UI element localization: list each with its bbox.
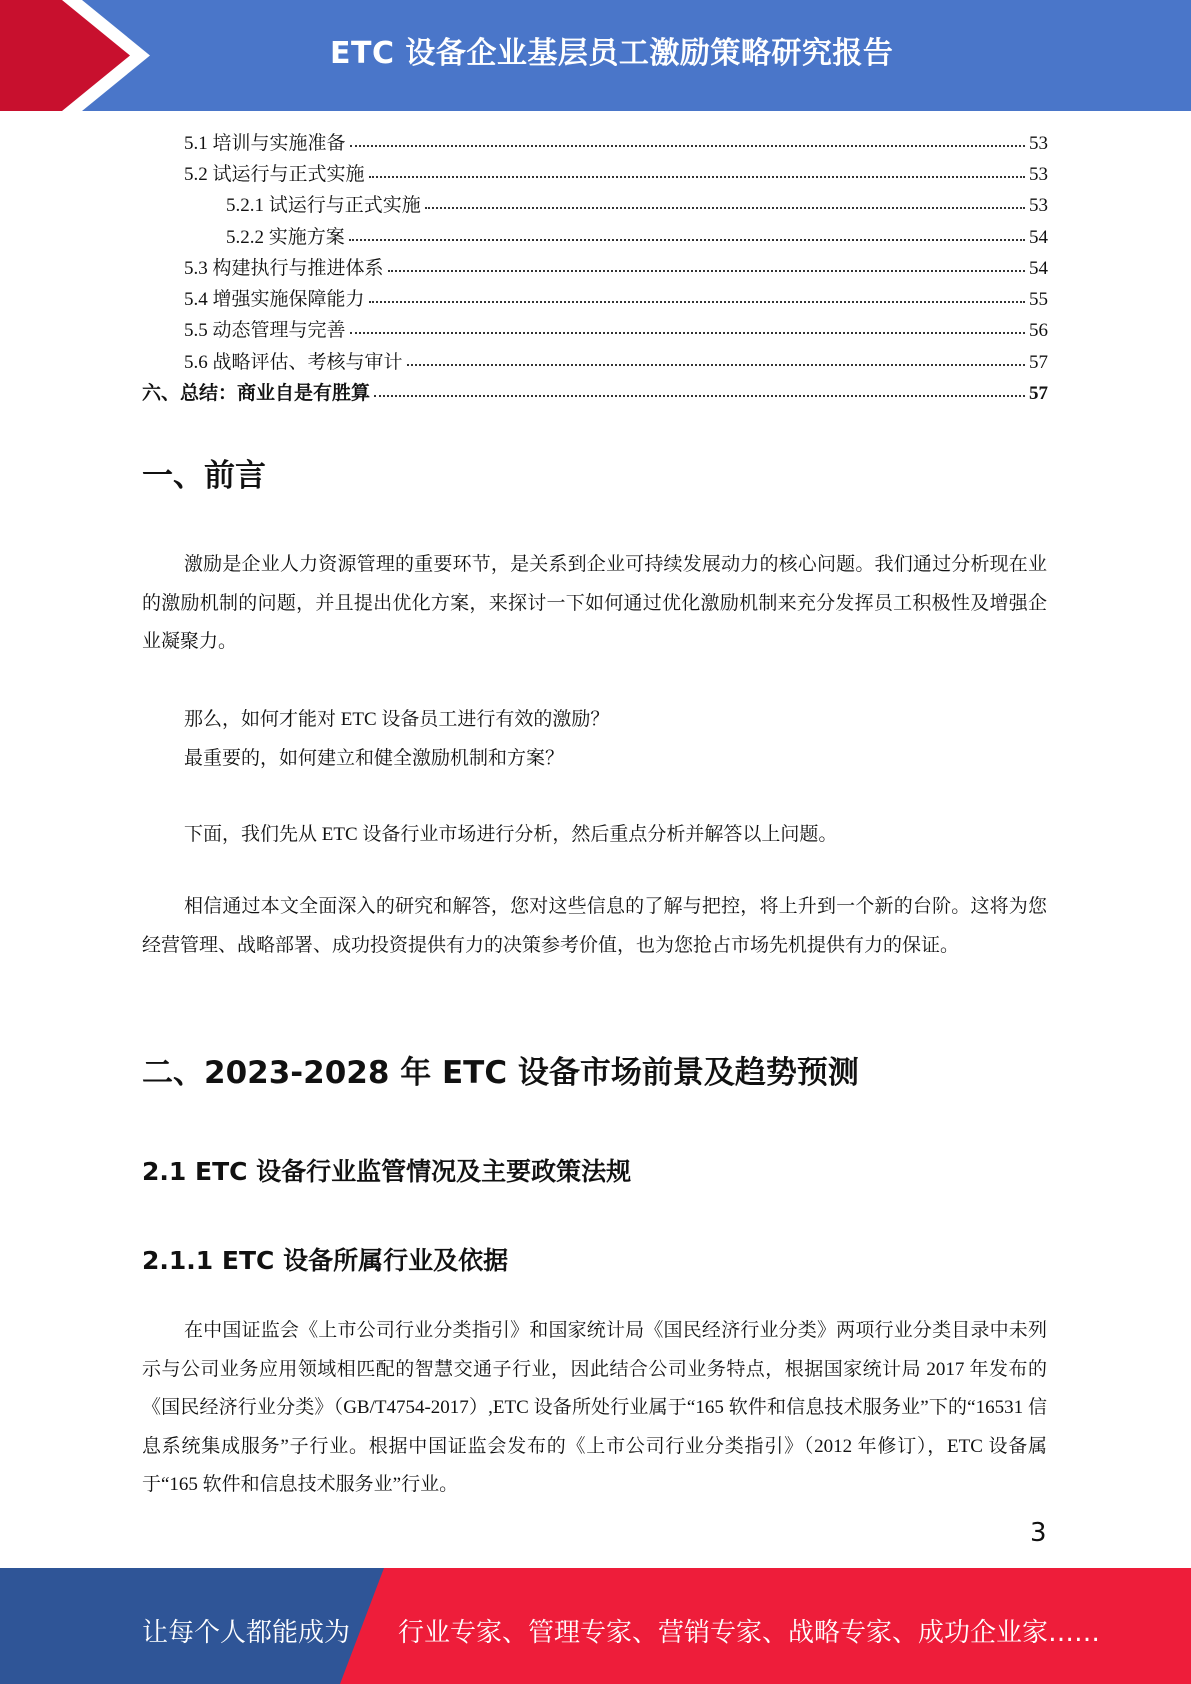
toc-entry-title: 六、总结：商业自是有胜算 — [142, 383, 371, 404]
toc-entry-page: 54 — [1029, 227, 1048, 248]
toc-leader — [369, 157, 1025, 178]
toc-leader — [350, 313, 1025, 334]
paragraph: 相信通过本文全面深入的研究和解答，您对这些信息的了解与把控，将上升到一个新的台阶。这将为您经营管理、战略部署、成功投资提供有力的决策参考价值，也为您抢占市场先机提供有力的保证。 — [142, 896, 1047, 956]
toc-leader — [349, 220, 1025, 241]
toc-entry[interactable] — [184, 159, 1048, 189]
page-number: 3 — [1030, 1518, 1047, 1548]
toc-entry[interactable] — [184, 284, 1048, 314]
toc-entry[interactable] — [226, 222, 1048, 252]
toc-entry-title: 5.6 战略评估、考核与审计 — [184, 352, 403, 373]
subsection-heading: 2.1 ETC 设备行业监管情况及主要政策法规 — [142, 1157, 632, 1186]
section-heading: 一、前言 — [142, 458, 266, 494]
toc-leader — [407, 345, 1025, 366]
toc-entry[interactable] — [184, 253, 1048, 283]
paragraph: 在中国证监会《上市公司行业分类指引》和国家统计局《国民经济行业分类》两项行业分类目录中未列示与公司业务应用领域相匹配的智慧交通子行业，因此结合公司业务特点，根据国家统计局 2017 年发布的《国民经济行业分类》（GB/T4754-2017）,ETC 设备所处行业属于“165 软件和信息技术服务业”下的“16531 信息系统集成服务”子行业。根据中国证监会发布的《上市公司行业分类指引》（2012 年修订），ETC 设备属于“165 软件和信息技术服务业”行业。 — [142, 1320, 1047, 1495]
subsection-heading: 2.1.1 ETC 设备所属行业及依据 — [142, 1246, 509, 1275]
toc-leader — [425, 188, 1025, 209]
toc-entry-page: 53 — [1029, 164, 1048, 185]
page-footer — [0, 1568, 1191, 1684]
toc-entry[interactable] — [184, 128, 1048, 158]
toc-entry-page: 54 — [1029, 258, 1048, 279]
question-line: 那么，如何才能对 ETC 设备员工进行有效的激励？ — [184, 709, 610, 730]
toc-entry[interactable] — [226, 190, 1048, 220]
toc-entry-title: 5.2.1 试运行与正式实施 — [226, 195, 421, 216]
paragraph: 下面，我们先从 ETC 设备行业市场进行分析，然后重点分析并解答以上问题。 — [184, 824, 838, 845]
footer-slogan-right: 行业专家、管理专家、营销专家、战略专家、成功企业家…… — [398, 1618, 1101, 1648]
section-heading: 二、2023-2028 年 ETC 设备市场前景及趋势预测 — [142, 1055, 859, 1091]
toc-entry-page: 55 — [1029, 289, 1048, 310]
header-title: ETC 设备企业基层员工激励策略研究报告 — [330, 36, 894, 71]
toc-entry-page: 56 — [1029, 320, 1048, 341]
toc-entry-page: 57 — [1029, 352, 1048, 373]
toc-entry-title: 5.2.2 实施方案 — [226, 227, 345, 248]
toc-entry-chapter[interactable] — [142, 378, 1048, 408]
toc-entry-title: 5.5 动态管理与完善 — [184, 320, 346, 341]
footer-slogan-left: 让每个人都能成为 — [142, 1618, 351, 1648]
page-header — [0, 0, 1191, 111]
toc-entry[interactable] — [184, 315, 1048, 345]
toc-entry-page: 57 — [1029, 383, 1048, 404]
toc-leader — [388, 251, 1025, 272]
toc-entry-title: 5.1 培训与实施准备 — [184, 133, 346, 154]
toc-entry-page: 53 — [1029, 195, 1048, 216]
toc-entry-title: 5.3 构建执行与推进体系 — [184, 258, 384, 279]
toc-leader — [350, 126, 1025, 147]
paragraph: 激励是企业人力资源管理的重要环节，是关系到企业可持续发展动力的核心问题。我们通过分析现在业的激励机制的问题，并且提出优化方案，来探讨一下如何通过优化激励机制来充分发挥员工积极性及增强企业凝聚力。 — [142, 554, 1047, 652]
toc-entry-title: 5.2 试运行与正式实施 — [184, 164, 365, 185]
toc-entry[interactable] — [184, 347, 1048, 377]
toc-entry-title: 5.4 增强实施保障能力 — [184, 289, 365, 310]
toc-leader — [369, 282, 1025, 303]
toc-entry-page: 53 — [1029, 133, 1048, 154]
question-line: 最重要的，如何建立和健全激励机制和方案？ — [184, 748, 565, 769]
header-arrow-icon — [0, 0, 160, 111]
toc-leader — [374, 376, 1025, 397]
